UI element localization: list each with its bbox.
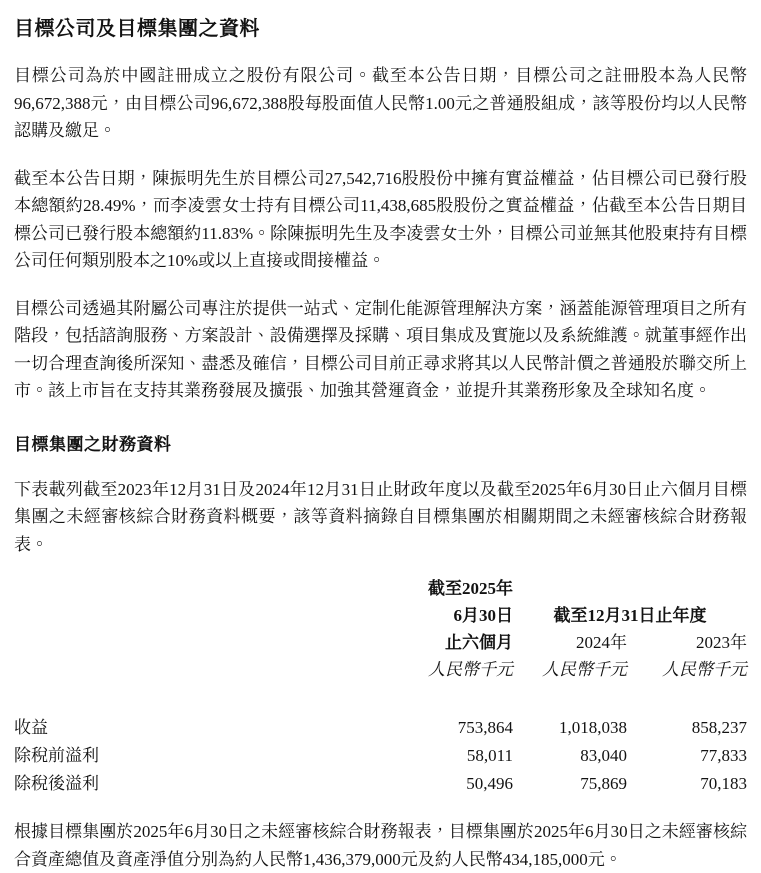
row-label: 除稅後溢利: [14, 774, 99, 793]
unit-label-col3: 人民幣千元: [662, 660, 747, 679]
row-value-2023: 77,833: [700, 746, 747, 765]
row-value-2025h1: 58,011: [466, 746, 513, 765]
paragraph-shareholders: 截至本公告日期，陳振明先生於目標公司27,542,716股股份中擁有實益權益，佔目標公司已發行股本總額約28.49%，而李凌雲女士持有目標公司11,438,685股股份之實益權益，佔截至本公告日期目標公司已發行股本總額約11.83%。除陳振明先生及李凌雲女士外，目標公司並無其他股東持有目標公司任何類別股本之10%或以上直接或間接權益。: [14, 168, 747, 270]
paragraph-business-description: 目標公司透過其附屬公司專注於提供一站式、定制化能源管理解決方案，涵蓋能源管理項目之所有階段，包括諮詢服務、方案設計、設備選擇及採購、項目集成及實施以及系統維護。就董事經作出一切合理查詢後所深知、盡悉及確信，目標公司目前正尋求將其以人民幣計價之普通股於聯交所上市。該上市旨在支持其業務發展及擴張、加強其營運資金，並提升其業務形象及全球知名度。: [14, 298, 747, 400]
row-value-2024: 75,869: [580, 774, 627, 793]
empty-cell: [14, 575, 344, 602]
empty-cell: [14, 683, 747, 714]
row-value-2023: 858,237: [691, 718, 747, 737]
row-value-2025h1: 50,496: [466, 774, 513, 793]
row-value-2024: 1,018,038: [559, 718, 627, 737]
table-row-profit-before-tax: [14, 742, 747, 770]
page-title: 目標公司及目標集團之資料: [14, 18, 260, 40]
empty-cell: [513, 575, 627, 602]
header-year-ended-span: 截至12月31日止年度: [553, 606, 707, 625]
section-heading-financial-info: 目標集團之財務資料: [14, 434, 172, 454]
table-header-row-1: [14, 575, 747, 602]
unit-label-col1: 人民幣千元: [428, 660, 513, 679]
table-header-row-units: [14, 656, 747, 683]
header-period-2025-line1: 截至2025年: [428, 579, 513, 598]
unit-label-col2: 人民幣千元: [542, 660, 627, 679]
table-header-row-3: [14, 629, 747, 656]
empty-cell: [14, 656, 344, 683]
paragraph-registered-capital: 目標公司為於中國註冊成立之股份有限公司。截至本公告日期，目標公司之註冊股本為人民幣96,672,388元，由目標公司96,672,388股每股面值人民幣1.00元之普通股組成，該等股份均以人民幣認購及繳足。: [14, 66, 747, 140]
empty-cell: [627, 575, 747, 602]
table-row-profit-after-tax: [14, 770, 747, 798]
header-period-2025-line2: 6月30日: [453, 606, 513, 625]
row-value-2024: 83,040: [580, 746, 627, 765]
table-spacer-row: [14, 683, 747, 714]
row-value-2023: 70,183: [700, 774, 747, 793]
row-label: 收益: [14, 718, 48, 737]
header-year-2024: 2024年: [576, 633, 627, 652]
paragraph-table-intro: 下表載列截至2023年12月31日及2024年12月31日止財政年度以及截至2025年6月30日止六個月目標集團之未經審核綜合財務資料概要，該等資料摘錄自目標集團於相關期間之未經審核綜合財務報表。: [14, 479, 747, 554]
header-year-2023: 2023年: [696, 633, 747, 652]
empty-cell: [14, 629, 344, 656]
header-period-2025-line3: 止六個月: [445, 633, 513, 652]
table-row-revenue: [14, 714, 747, 742]
row-label: 除稅前溢利: [14, 746, 99, 765]
row-value-2025h1: 753,864: [457, 718, 513, 737]
financial-summary-table: [14, 575, 747, 798]
empty-cell: [14, 602, 344, 629]
paragraph-total-assets: 根據目標集團於2025年6月30日之未經審核綜合財務報表，目標集團於2025年6月30日之未經審核綜合資產總值及資產淨值分別為約人民幣1,436,379,000元及約人民幣434,185,000元。: [14, 822, 747, 869]
table-header-row-2: [14, 602, 747, 629]
